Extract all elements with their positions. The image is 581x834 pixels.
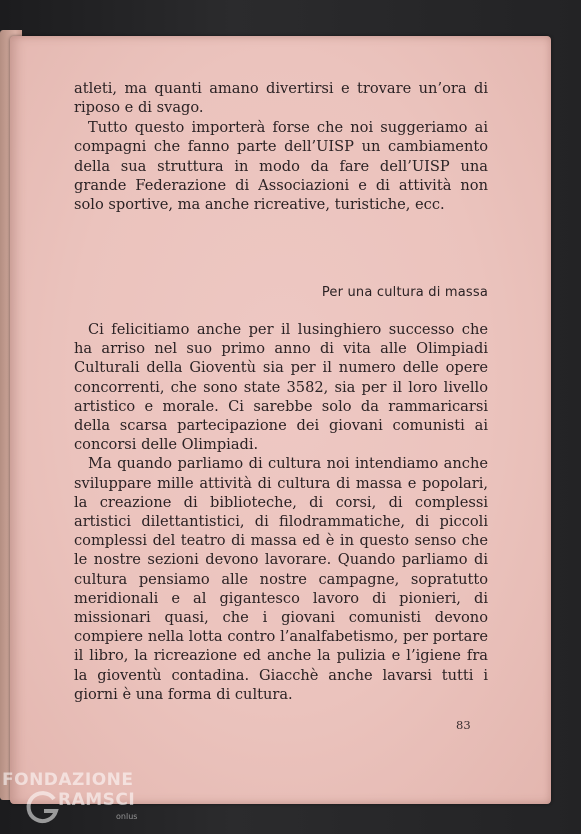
paragraph-continuation: atleti, ma quanti amano divertirsi e trovare un’ora di riposo e di svago. [74,80,488,117]
section-body [74,320,488,704]
gramsci-g-logo-icon [22,787,62,827]
fondazione-gramsci-watermark [2,770,152,830]
continuation-text [74,79,488,215]
paragraph-olimpiadi: Ci felicitiamo anche per il lusinghiero successo che ha arriso nel suo primo anno di vita alle Olimpiadi Culturali della Gioventù sia per il numero delle opere concorrenti, che sono state 3582, sia per il loro livello artistico e morale. Ci sarebbe solo da rammaricarsi della scarsa partecipazione dei giovani comunisti ai concorsi delle Olimpiadi. [74,321,488,454]
watermark-subtext: onlus [116,812,138,821]
paragraph-uisp: Tutto questo importerà forse che noi suggeriamo ai compagni che fanno parte dell’UISP un cambiamento della sua struttura in modo da fare dell’UISP una grande Federazione di Associazioni e di attività non solo sportive, ma anche ricreative, turistiche, ecc. [74,118,488,214]
watermark-line1: FONDAZIONE [2,770,134,790]
paragraph-cultura: Ma quando parliamo di cultura noi intendiamo anche sviluppare mille attività di cultura di massa e popolari, la creazione di biblioteche, di corsi, di complessi artistici dilettantistici, di filodrammatiche, di piccoli complessi del teatro di massa ed è in questo senso che le nostre sezioni devono lavorare. Quando parliamo di cultura pensiamo alle nostre campagne, sopratutto meridionali e al gigantesco lavoro di pionieri, di missionari quasi, che i giovani comunisti devono compiere nella lotta contro l’analfabetismo, per portare il libro, la ricreazione ed anche la pulizia e l’igiene fra la gioventù contadina. Giacchè anche lavarsi tutti i giorni è una forma di cultura. [74,455,488,703]
section-heading: Per una cultura di massa [321,285,488,300]
page-number: 83 [456,718,471,732]
watermark-line2: RAMSCI [58,790,136,810]
